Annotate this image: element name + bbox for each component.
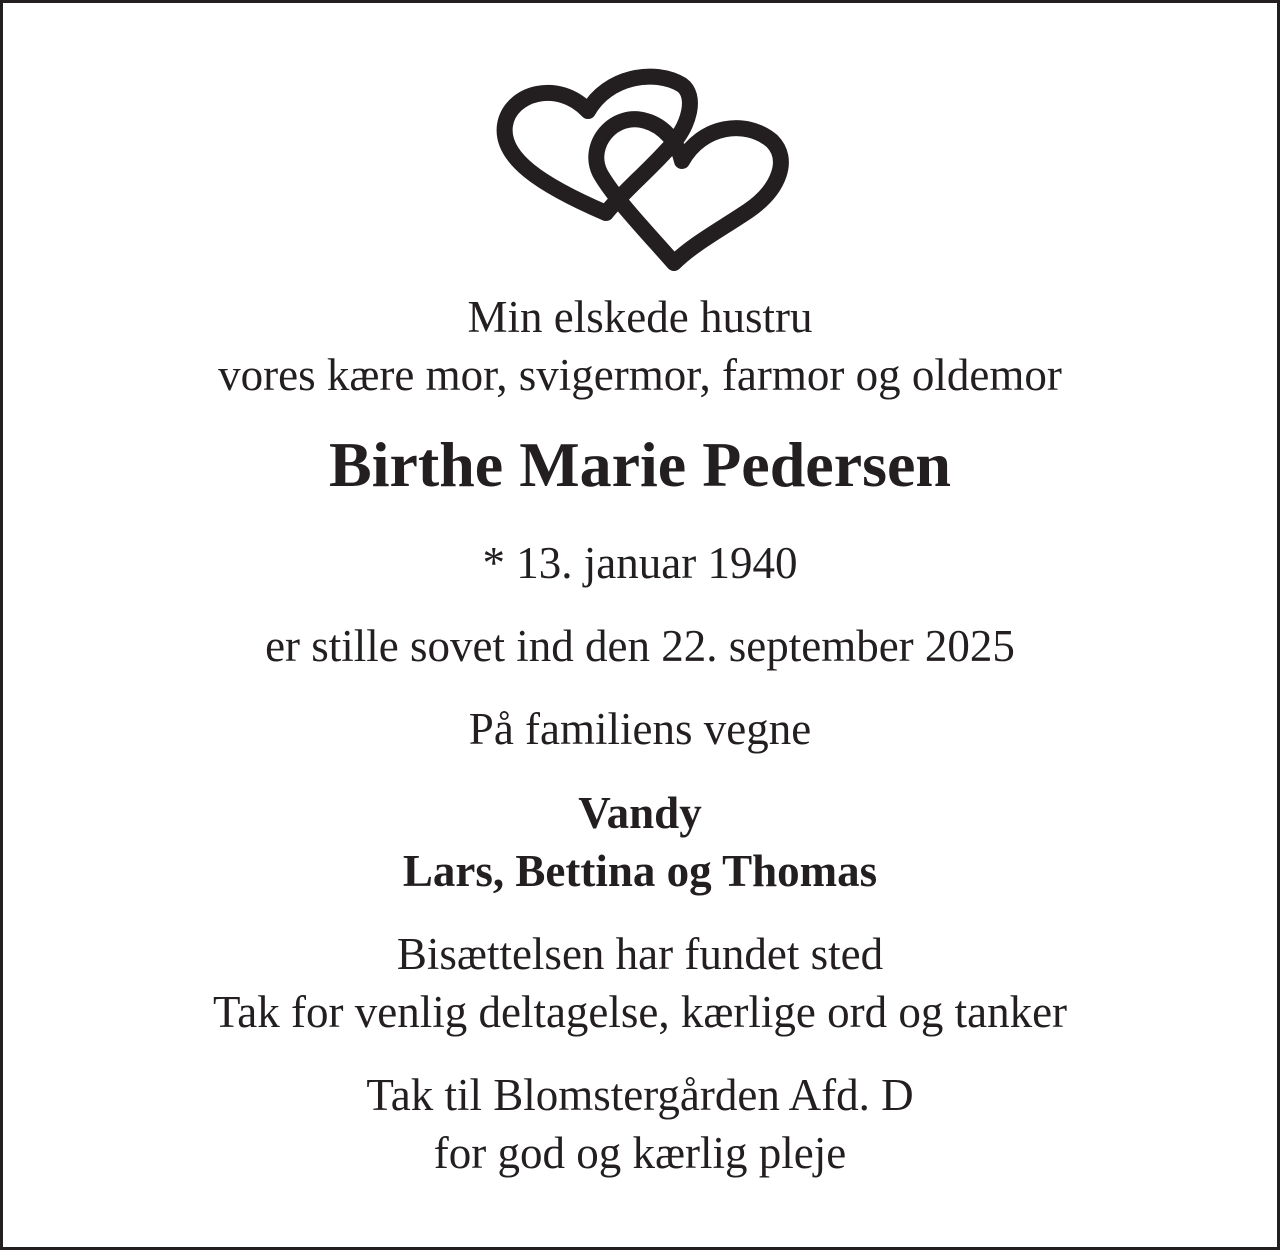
family-line-1: Vandy [578, 788, 702, 838]
intro-line-1: Min elskede hustru [467, 292, 813, 342]
two-interlocked-hearts-icon [496, 63, 792, 271]
funeral-line-1: Bisættelsen har fundet sted [396, 929, 884, 979]
thanks-line-2: for god og kærlig pleje [433, 1128, 847, 1178]
intro-line-2: vores kære mor, svigermor, farmor og oldemor [218, 350, 1062, 400]
funeral-line-2: Tak for venlig deltagelse, kærlige ord og tanker [212, 987, 1068, 1037]
on-behalf-line: På familiens vegne [468, 704, 812, 754]
birth-date: * 13. januar 1940 [482, 538, 798, 588]
thanks-line-1: Tak til Blomstergården Afd. D [366, 1070, 914, 1120]
death-date: er stille sovet ind den 22. september 2025 [265, 621, 1015, 671]
deceased-name: Birthe Marie Pedersen [329, 429, 951, 500]
family-line-2: Lars, Bettina og Thomas [402, 846, 878, 896]
